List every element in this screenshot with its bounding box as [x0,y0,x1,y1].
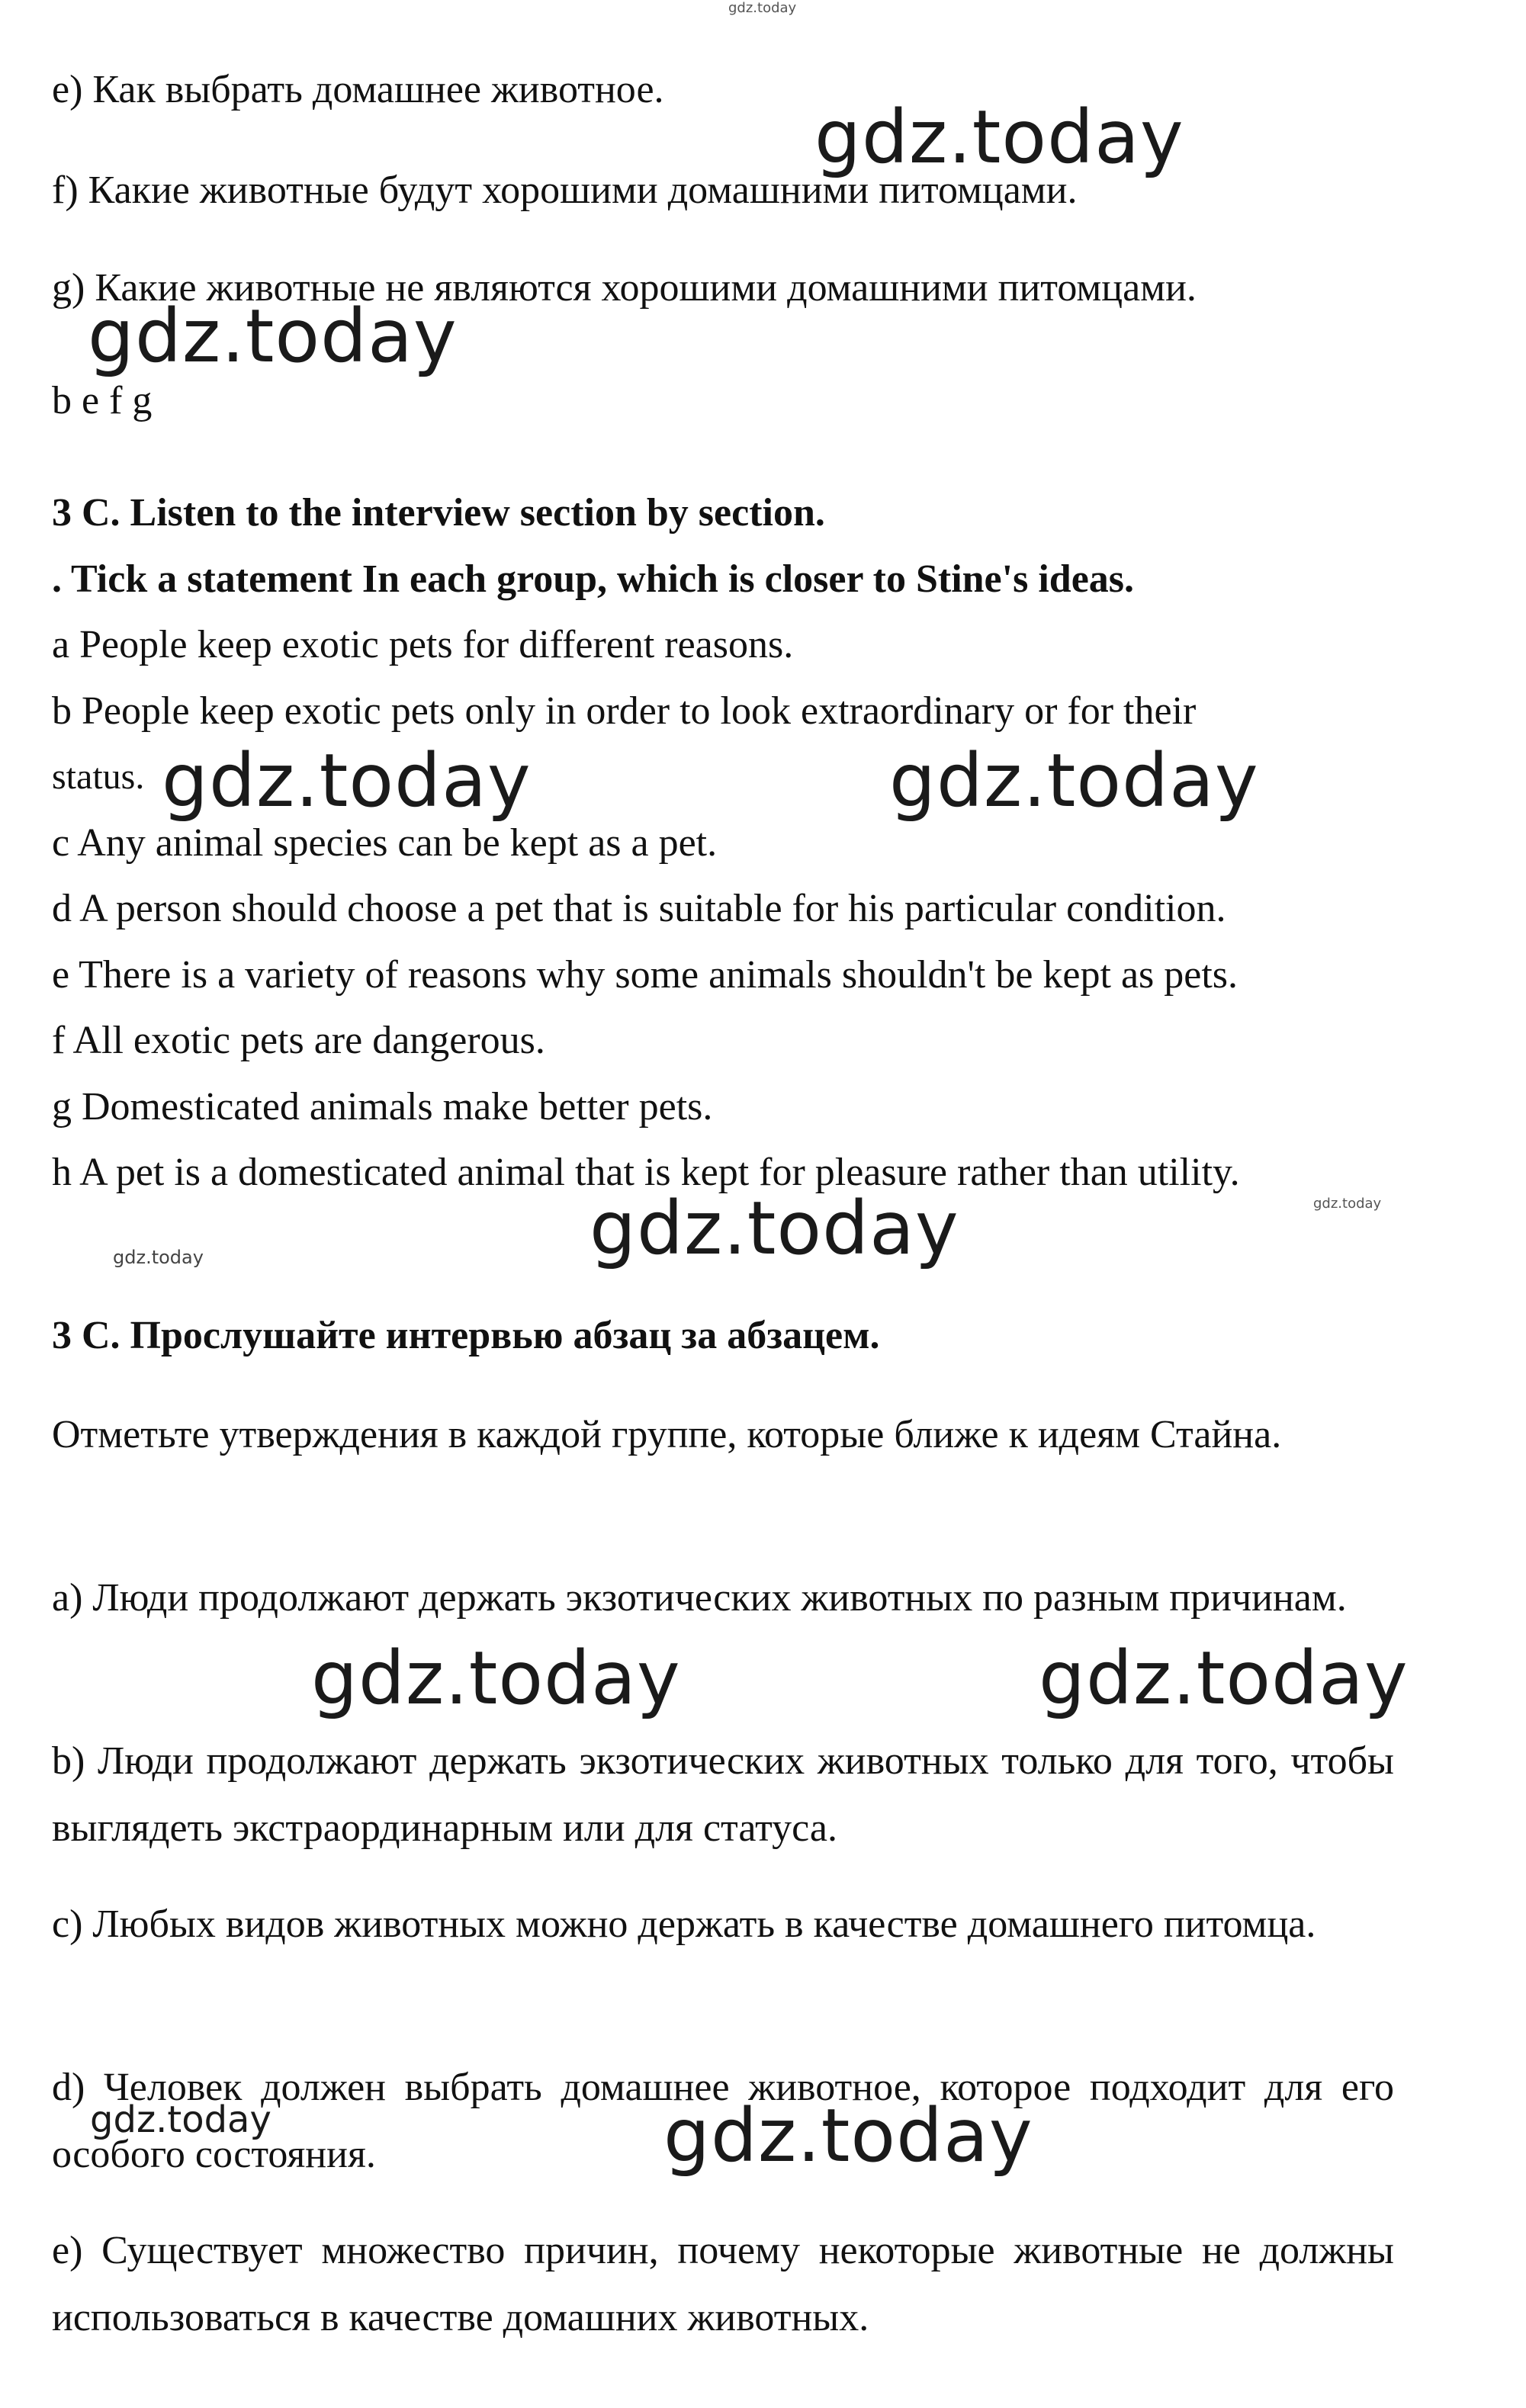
russian-item-d: d) Человек должен выбрать домашнее животное, которое подходит для его особого состояния. [52,2066,1394,2176]
watermark-5: gdz.today [590,1186,959,1271]
english-item-c: c Any animal species can be kept as a pet. [52,821,718,865]
english-item-e: e There is a variety of reasons why some animals shouldn't be kept as pets. [52,953,1238,997]
watermark-1: gdz.today [814,95,1184,180]
russian-item-e: e) Существует множество причин, почему некоторые животные не должны использоваться в качестве домашних животных. [52,2229,1394,2339]
english-item-g: g Domesticated animals make better pets. [52,1085,713,1129]
watermark-small-left: gdz.today [113,1247,204,1268]
watermark-mid-left: gdz.today [90,2098,271,2141]
watermark-2: gdz.today [88,294,458,379]
english-heading-1: 3 C. Listen to the interview section by section. [52,491,825,535]
english-item-a: a People keep exotic pets for different reasons. [52,623,794,666]
english-heading-2: . Tick a statement In each group, which is closer to Stine's ideas. [52,557,1135,601]
watermark-3: gdz.today [162,738,532,824]
answer: b e f g [52,379,153,422]
english-item-b-cont: status. [52,756,145,797]
russian-item-b: b) Люди продолжают держать экзотических животных только для того, чтобы выглядеть экстраординарным или для статуса. [52,1739,1394,1850]
russian-item-a: a) Люди продолжают держать экзотических животных по разным причинам. [52,1576,1347,1620]
watermark-6: gdz.today [311,1636,681,1721]
russian-item-c: c) Любых видов животных можно держать в качестве домашнего питомца. [52,1902,1316,1946]
english-item-h: h A pet is a domesticated animal that is kept for pleasure rather than utility. [52,1151,1240,1194]
russian-heading: 3 C. Прослушайте интервью абзац за абзацем. [52,1314,880,1357]
english-item-d: d A person should choose a pet that is suitable for his particular condition. [52,887,1226,930]
option-f-ru: f) Какие животные будут хорошими домашними питомцами. [52,169,1078,212]
option-g-ru: g) Какие животные не являются хорошими домашними питомцами. [52,266,1197,310]
watermark-small-right: gdz.today [1313,1196,1382,1212]
watermark-top-tiny: gdz.today [728,0,797,16]
english-item-b: b People keep exotic pets only in order to look extraordinary or for their [52,689,1197,733]
option-e-ru: e) Как выбрать домашнее животное. [52,68,664,111]
russian-instruction: Отметьте утверждения в каждой группе, которые ближе к идеям Стайна. [52,1413,1282,1456]
english-item-f: f All exotic pets are dangerous. [52,1019,545,1062]
watermark-7: gdz.today [1039,1636,1409,1721]
watermark-8: gdz.today [663,2093,1033,2178]
watermark-4: gdz.today [889,738,1259,824]
